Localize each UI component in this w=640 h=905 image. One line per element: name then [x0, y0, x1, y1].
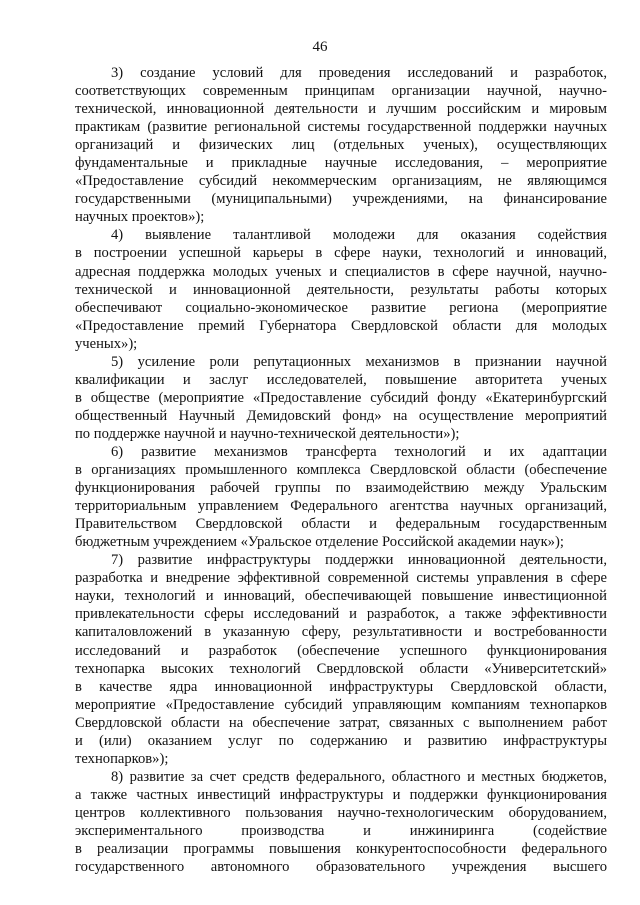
text-line: 3) создание условий для проведения исследований и разработок, — [111, 65, 607, 81]
text-line: и (или) оказанием услуг по содержанию и развитию инфраструктуры — [75, 732, 607, 749]
text-line: фундаментальные и прикладные научные исследования, – мероприятие — [75, 155, 607, 172]
text-line: по поддержке научной и научно-технической деятельности»); — [75, 425, 460, 442]
text-line: Правительством Свердловской области и федеральным государственным — [75, 516, 607, 533]
text-line: 4) выявление талантливой молодежи для оказания содействия — [111, 227, 607, 244]
text-line: технопарка высоких технологий Свердловской области «Университетский» — [75, 660, 607, 677]
text-line: территориальным управлением Федерального агентства научных организаций, — [75, 498, 607, 515]
text-line: государственного автономного образовательного учреждения высшего — [75, 859, 607, 876]
text-line: общественный Научный Демидовский фонд» на осуществление мероприятий — [75, 407, 607, 424]
text-line: Свердловской области на обеспечение затрат, связанных с выполнением работ — [75, 714, 607, 731]
text-line: а также частных инвестиций инфраструктуры и поддержки функционирования — [75, 786, 607, 803]
page-number: 46 — [312, 39, 328, 55]
text-line: организаций и физических лиц (отдельных ученых), осуществляющих — [75, 137, 607, 154]
text-line: 7) развитие инфраструктуры поддержки инновационной деятельности, — [111, 552, 607, 569]
text-line: практикам (развитие региональной системы государственной поддержки научных — [75, 119, 607, 136]
text-line: разработка и внедрение эффективной современной системы управления в сфере — [75, 570, 607, 587]
text-line: «Предоставление субсидий некоммерческим организациям, не являющимся — [75, 173, 607, 190]
text-line: государственными (муниципальными) учреждениями, на финансирование — [75, 191, 607, 208]
text-line: исследований и разработок (обеспечение успешного функционирования — [75, 642, 607, 659]
text-line: капиталовложений в указанную сферу, результативности и востребованности — [75, 624, 607, 641]
text-line: 5) усиление роли репутационных механизмов в признании научной — [111, 353, 607, 370]
text-line: науки, технологий и инноваций, обеспечивающей повышение инвестиционной — [75, 588, 607, 605]
text-line: центров коллективного пользования научно-технологическим оборудованием, — [75, 804, 607, 821]
text-line: привлекательности сферы исследований и разработок, а также эффективности — [75, 606, 607, 623]
text-line: 6) развитие механизмов трансферта технологий и их адаптации — [111, 443, 607, 460]
text-line: ученых»); — [75, 335, 138, 352]
text-line: в построении успешной карьеры в сфере науки, технологий и инноваций, — [75, 245, 607, 262]
text-line: технической и инновационной деятельности, результаты работы которых — [75, 281, 607, 298]
text-line: в организациях промышленного комплекса Свердловской области (обеспечение — [75, 462, 607, 479]
text-line: квалификации и заслуг исследователей, повышение авторитета ученых — [75, 371, 607, 388]
text-line: «Предоставление премий Губернатора Свердловской области для молодых — [75, 317, 607, 334]
text-line: в обществе (мероприятие «Предоставление субсидий фонду «Екатеринбургский — [75, 389, 607, 406]
text-line: функционирования рабочей группы по взаимодействию между Уральским — [75, 480, 607, 497]
text-line: технической, инновационной деятельности и лучшим российским и мировым — [75, 101, 607, 118]
text-line: экспериментального производства и инжиниринга (содействие — [75, 822, 607, 839]
text-line: бюджетным учреждением «Уральское отделение Российской академии наук»); — [75, 534, 564, 551]
text-line: в реализации программы повышения конкурентоспособности федерального — [75, 841, 607, 858]
text-line: технопарков»); — [75, 750, 169, 767]
text-line: соответствующих современным принципам организации научной, научно- — [75, 83, 607, 100]
text-line: научных проектов»); — [75, 209, 205, 226]
text-line: адресная поддержка молодых ученых и специалистов в сфере научной, научно- — [75, 263, 607, 280]
text-line: в качестве ядра инновационной инфраструктуры Свердловской области, — [75, 678, 607, 695]
body-text — [75, 64, 607, 876]
text-line: 8) развитие за счет средств федерального, областного и местных бюджетов, — [111, 768, 607, 785]
text-line: мероприятие «Предоставление субсидий управляющим компаниям технопарков — [75, 696, 607, 713]
text-line: обеспечивают социально-экономическое развитие региона (мероприятие — [75, 299, 607, 316]
